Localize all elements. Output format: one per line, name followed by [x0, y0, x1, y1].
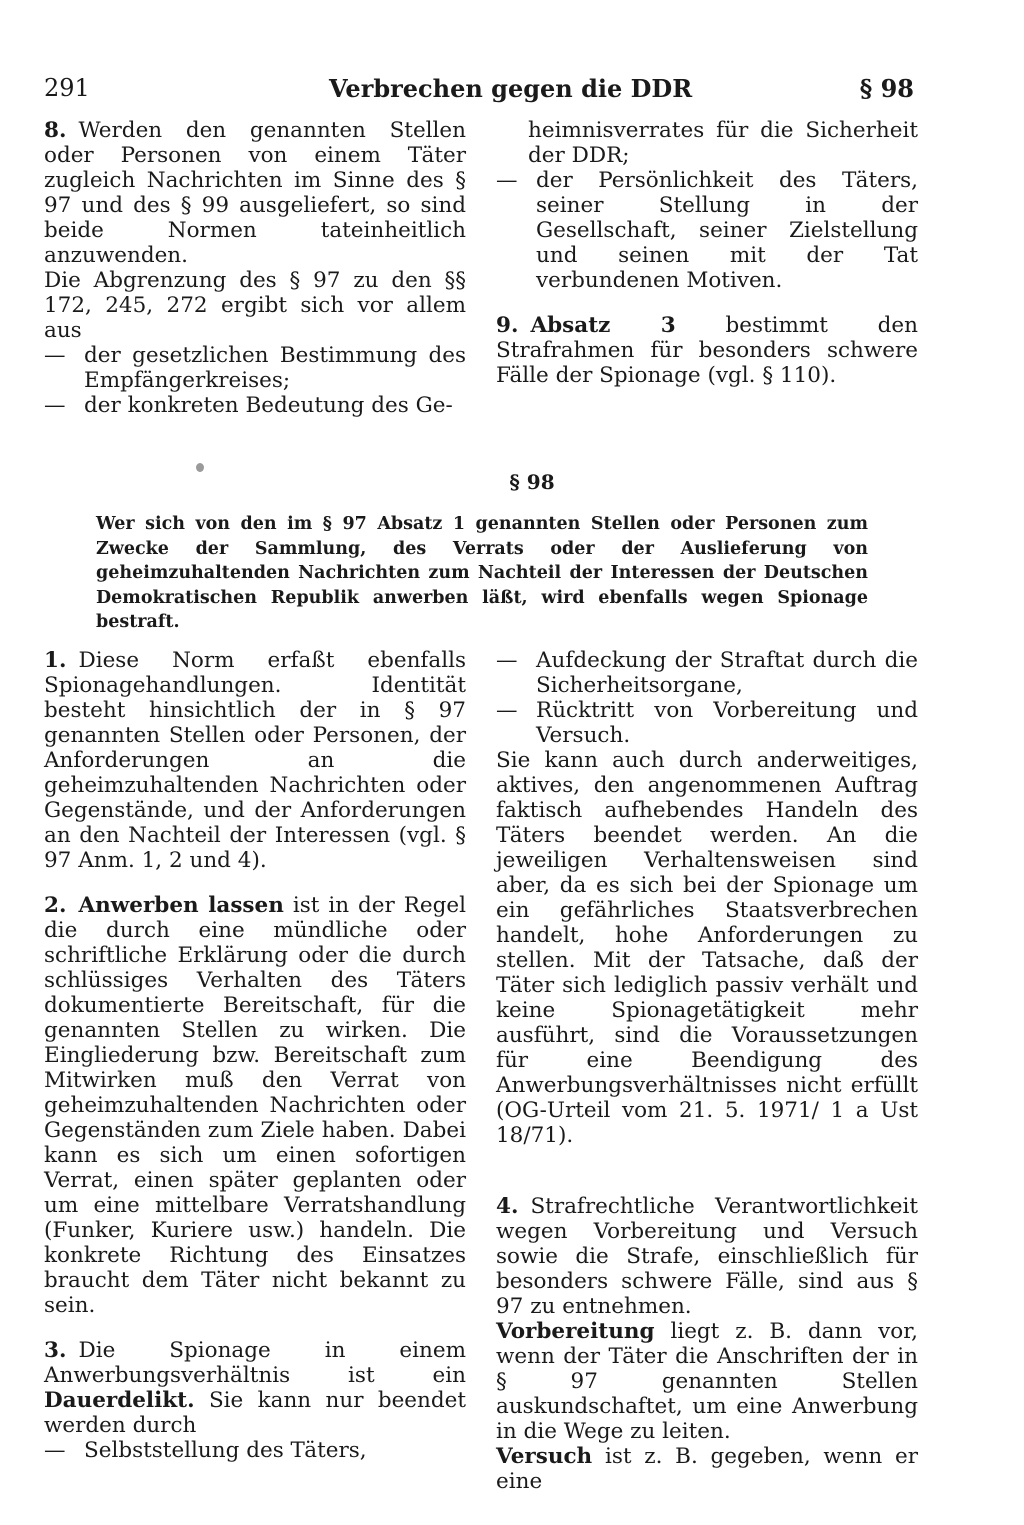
vorbereitung-paragraph [496, 1319, 918, 1444]
note-1-text: Diese Norm erfaßt ebenfalls Spionagehandlungen. Identität besteht hinsichtlich der in § 97 genannten Stellen oder Personen, der Anforderungen an die geheimzuhaltenden Nachrichten oder Gegenstände, und der Anforderungen an den Nachteil der Interessen (vgl. § 97 Anm. 1, 2 und 4). [44, 648, 466, 873]
versuch-text: ist z. B. gegeben, wenn er eine [496, 1444, 918, 1494]
law-text: Wer sich von den im § 97 Absatz 1 genannten Stellen oder Personen zum Zwecke der Sammlung, des Verrats oder der Auslieferung von geheimzuhaltenden Nachrichten zum Nachteil der Interessen der Deutschen Demokratischen Republik anwerben läßt, wird ebenfalls wegen Spionage bestraft. [96, 514, 868, 632]
versuch-paragraph [496, 1444, 918, 1494]
note-3-text-a: Die Spionage in einem Anwerbungsverhältnis ist ein [44, 1338, 466, 1388]
section-heading-text: § 98 [509, 470, 555, 494]
page-number: 291 [44, 74, 90, 102]
list-item: — der Persönlichkeit des Täters, seiner Stellung in der Gesellschaft, seiner Zielstellung und seinen mit der Tat verbundenen Motiven. [496, 168, 918, 293]
list-item: — Aufdeckung der Straftat durch die Sicherheitsorgane, [496, 648, 918, 698]
continued-text: heimnisverrates für die Sicherheit der DDR; [528, 118, 918, 168]
note-2-bold: Anwerben lassen [78, 893, 284, 918]
header-title: Verbrechen gegen die DDR [329, 74, 693, 103]
top-right-column [496, 118, 918, 388]
section-heading [0, 470, 1024, 494]
note-9 [496, 313, 918, 388]
note-4-text: Strafrechtliche Verantwortlichkeit wegen Vorbereitung und Versuch sowie die Strafe, einschließlich für besonders schwere Fälle, sind aus § 97 zu entnehmen. [496, 1194, 918, 1319]
note-1-label: 1. [44, 648, 67, 673]
note-8-label: 8. [44, 118, 67, 143]
bottom-left-column [44, 648, 466, 1463]
note-8 [44, 118, 466, 268]
note-3-label: 3. [44, 1338, 67, 1363]
note-3-text-b: Sie kann nur beendet werden durch [44, 1388, 466, 1438]
bottom-right-column [496, 648, 918, 1494]
header-section: § 98 [859, 74, 914, 103]
note-9-label: 9. [496, 313, 519, 338]
note-4 [496, 1194, 918, 1319]
versuch-bold: Versuch [496, 1444, 593, 1469]
list-item: — Rücktritt von Vorbereitung und Versuch. [496, 698, 918, 748]
note-3 [44, 1338, 466, 1438]
vorbereitung-bold: Vorbereitung [496, 1319, 655, 1344]
note-8-text: Werden den genannten Stellen oder Personen von einem Täter zugleich Nachrichten im Sinne des § 97 und des § 99 ausgeliefert, so sind beide Normen tateinheitlich anzuwenden. [44, 118, 466, 268]
list-item: — Selbststellung des Täters, [44, 1438, 466, 1463]
note-9-text: bestimmt den Strafrahmen für besonders schwere Fälle der Spionage (vgl. § 110). [496, 313, 918, 388]
note-4-label: 4. [496, 1194, 519, 1219]
list-item: — der gesetzlichen Bestimmung des Empfängerkreises; [44, 343, 466, 393]
list-item: — der konkreten Bedeutung des Ge- [44, 393, 466, 418]
running-header [44, 74, 914, 110]
note-2-label: 2. [44, 893, 67, 918]
note-2 [44, 893, 466, 1318]
note-1 [44, 648, 466, 873]
note-9-bold: Absatz 3 [530, 313, 676, 338]
top-left-column [44, 118, 466, 418]
abgrenzung-text: Die Abgrenzung des § 97 zu den §§ 172, 245, 272 ergibt sich vor allem aus [44, 268, 466, 343]
note-3-bold: Dauerdelikt. [44, 1388, 195, 1413]
note-2-text: ist in der Regel die durch eine mündliche oder schriftliche Erklärung oder die durch schlüssiges Verhalten des Täters dokumentierte Bereitschaft, für die genannten Stellen zu wirken. Die Eingliederung bzw. Bereitschaft zum Mitwirken muß den Verrat von geheimzuhaltenden Nachrichten oder Gegenständen zum Ziele haben. Dabei kann es sich um einen sofortigen Verrat, einen später geplanten oder um eine mittelbare Verratshandlung (Funker, Kuriere usw.) handeln. Die konkrete Richtung des Einsatzes braucht dem Täter nicht bekannt zu sein. [44, 893, 466, 1318]
termination-paragraph: Sie kann auch durch anderweitiges, aktives, den angenommenen Auftrag faktisch aufhebendes Handeln des Täters beendet werden. An die jeweiligen Verhaltensweisen sind aber, da es sich bei der Spionage um ein gefährliches Staatsverbrechen handelt, hohe Anforderungen zu stellen. Mit der Tatsache, daß der Täter sich lediglich passiv verhält und keine Spionagetätigkeit mehr ausführt, sind die Voraussetzungen für eine Beendigung des Anwerbungsverhältnisses nicht erfüllt (OG-Urteil vom 21. 5. 1971/ 1 a Ust 18/71). [496, 748, 918, 1148]
vorbereitung-text: liegt z. B. dann vor, wenn der Täter die Anschriften der in § 97 genannten Stellen auskundschaftet, um eine Anwerbung in die Wege zu leiten. [496, 1319, 918, 1444]
